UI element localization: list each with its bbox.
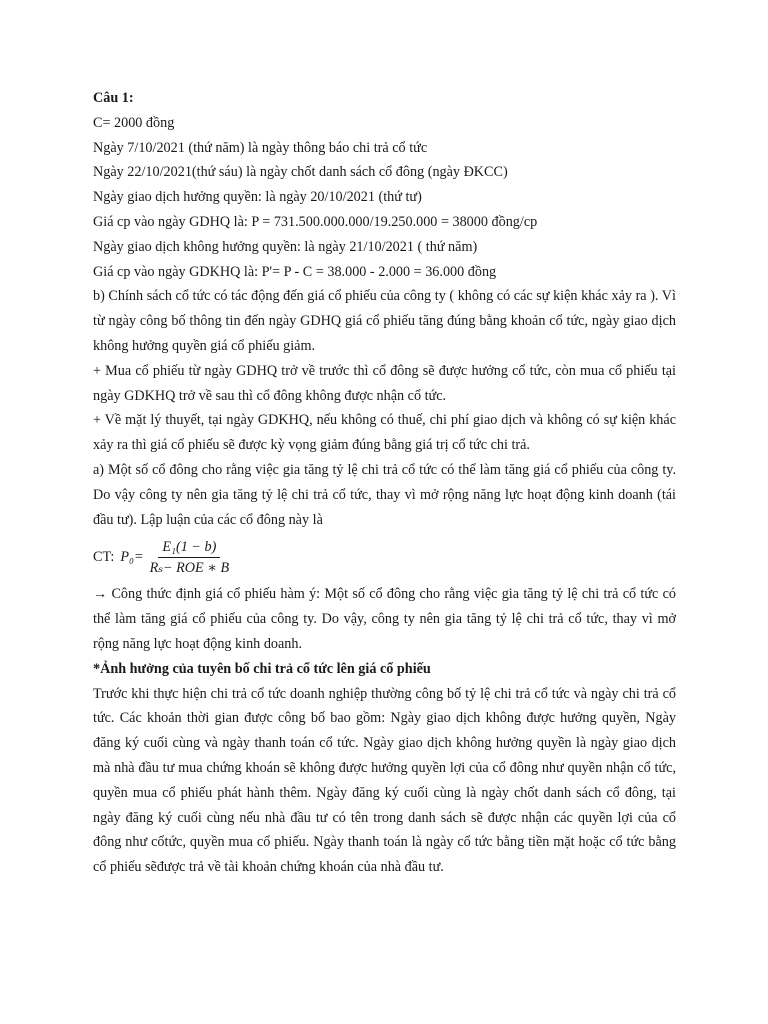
valuation-formula xyxy=(93,532,676,582)
line-record-date: Ngày 22/10/2021(thứ sáu) là ngày chốt danh sách cổ đông (ngày ĐKCC) xyxy=(93,164,508,181)
formula-numerator: E₁(1 − b) xyxy=(158,537,220,558)
line-cum-dividend-price: Giá cp vào ngày GDHQ là: P = 731.500.000.000/19.250.000 = 38000 đồng/cp xyxy=(93,213,538,230)
document-page xyxy=(93,86,676,880)
paragraph-plus-1: + Mua cổ phiếu từ ngày GDHQ trở về trước thì cổ đông sẽ được hưởng cổ tức, còn mua cổ phiếu tại ngày GDKHQ trở về sau thì cổ đông không được nhận cổ tức. xyxy=(93,362,676,404)
paragraph-b: b) Chính sách cổ tức có tác động đến giá cổ phiếu của công ty ( không có các sự kiện khác xảy ra ). Vì từ ngày công bố thông tin đến ngày GDHQ giá cổ phiếu tăng đúng bằng khoản cổ tức, ngày giao dịch không hưởng quyền giá cổ phiếu giảm. xyxy=(93,288,676,354)
question-heading: Câu 1: xyxy=(93,90,134,106)
formula-denominator: Rₛ− ROE ∗ B xyxy=(149,559,230,576)
formula-label: CT: xyxy=(93,548,115,565)
line-announcement-date: Ngày 7/10/2021 (thứ năm) là ngày thông báo chi trả cổ tức xyxy=(93,139,428,156)
paragraph-final: Trước khi thực hiện chi trả cổ tức doanh nghiệp thường công bố tỷ lệ chi trả cổ tức và ngày chi trả cổ tức. Các khoản thời gian được công bố bao gồm: Ngày giao dịch không được hưởng quyền, Ngày đăng ký cuối cùng và ngày thanh toán cổ tức. Ngày giao dịch không hưởng quyền là ngày giao dịch mà nhà đầu tư mua chứng khoán sẽ không được hưởng quyền lợi của cổ đông như quyền nhận cổ tức, quyền mua cổ phiếu phát hành thêm. Ngày đăng ký cuối cùng là ngày chốt danh sách cổ đông, tại ngày đăng ký cuối cùng nếu nhà đầu tư có tên trong danh sách sẽ được nhận các quyền lợi của cổ đông như cổtức, quyền mua cổ phiếu. Ngày thanh toán là ngày cổ tức bằng tiền mặt hoặc cổ tức bằng cổ phiếu sẽđược trả về tài khoản chứng khoán của nhà đầu tư. xyxy=(93,685,676,876)
line-ex-dividend-date: Ngày giao dịch không hưởng quyền: là ngày 21/10/2021 ( thứ năm) xyxy=(93,238,478,255)
formula-fraction xyxy=(146,537,234,578)
paragraph-implication: → Công thức định giá cổ phiếu hàm ý: Một số cổ đông cho rằng việc gia tăng tỷ lệ chi trả cổ tức có thể làm tăng giá cổ phiếu của công ty. Do vậy, công ty nên gia tăng tỷ lệ chi trả cổ tức, thay vì mở rộng năng lực hoạt động kinh doanh. xyxy=(93,586,676,652)
line-dividend-amount: C= 2000 đồng xyxy=(93,114,175,131)
paragraph-a: a) Một số cổ đông cho rằng việc gia tăng tỷ lệ chi trả cổ tức có thể làm tăng giá cổ phiếu của công ty. Do vậy công ty nên gia tăng tỷ lệ chi trả cổ tức, thay vì mở rộng năng lực hoạt động kinh doanh (tái đầu tư). Lập luận của các cổ đông này là xyxy=(93,461,676,528)
formula-lhs: P₀= xyxy=(120,548,144,565)
line-cum-dividend-date: Ngày giao dịch hưởng quyền: là ngày 20/10/2021 (thứ tư) xyxy=(93,189,422,206)
section-subheading: *Ảnh hưởng của tuyên bố chi trả cổ tức lên giá cổ phiếu xyxy=(93,660,431,677)
line-ex-dividend-price: Giá cp vào ngày GDKHQ là: P'= P - C = 38.000 - 2.000 = 36.000 đồng xyxy=(93,263,497,280)
paragraph-plus-2: + Về mặt lý thuyết, tại ngày GDKHQ, nếu không có thuế, chi phí giao dịch và không có sự kiện khác xảy ra thì giá cổ phiếu sẽ được kỳ vọng giảm đúng bằng giá trị cổ tức chi trả. xyxy=(93,412,676,454)
